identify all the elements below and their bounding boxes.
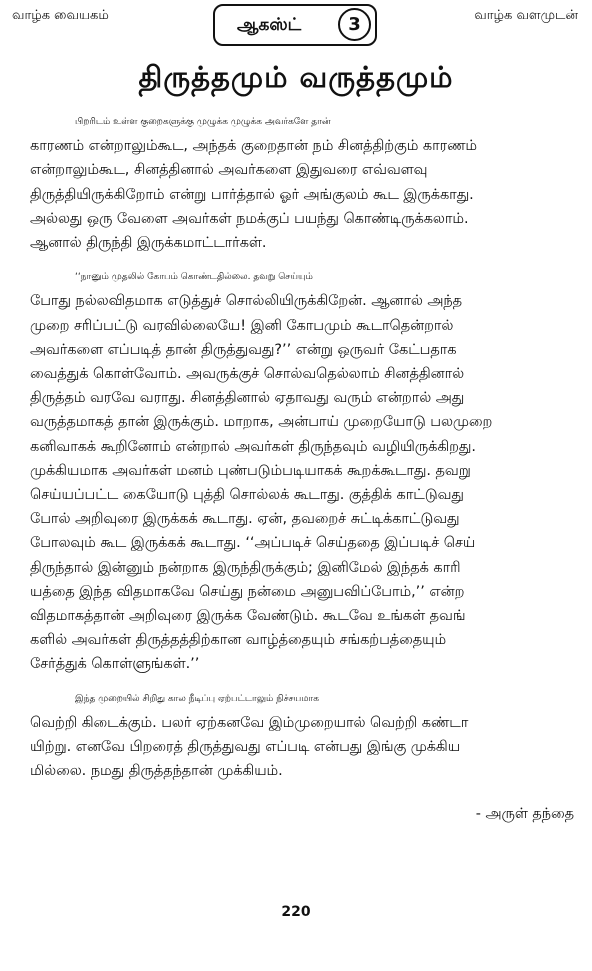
- header-left-text: வாழ்க வையகம்: [12, 8, 109, 23]
- text-line: களில் அவர்கள் திருத்தத்திற்கான வாழ்த்தையும் சங்கற்பத்தையும்: [30, 632, 447, 649]
- text-line: போல் அறிவுரை இருக்கக் கூடாது. ஏன், தவறைச் சுட்டிக்காட்டுவது: [30, 511, 460, 528]
- text-line: யிற்று. எனவே பிறரைத் திருத்துவது எப்படி என்பது இங்கு முக்கிய: [30, 739, 461, 756]
- author-signature: - அருள் தந்தை: [475, 806, 574, 822]
- text-line: கனிவாகக் கூறினோம் என்றால் அவர்கள் திருந்தவும் வழியிருக்கிறது.: [30, 438, 476, 455]
- text-line: என்றாலும்கூட, சினத்தினால் அவர்களை இதுவரை எவ்வளவு: [30, 162, 428, 179]
- text-line: போலவும் கூட இருக்கக் கூடாது. ‘‘அப்படிச் செய்ததை இப்படிச் செய்: [30, 535, 476, 552]
- text-line: இந்த முறையில் சிறிது கால நீடிப்பு ஏற்பட்டாலும் நிச்சயமாக: [75, 693, 319, 704]
- paragraph-2: [30, 265, 575, 676]
- text-line: விதமாகத்தான் அறிவுரை இருக்க வேண்டும். கூடவே உங்கள் தவங்: [30, 608, 466, 625]
- text-line: முறை சரிப்பட்டு வரவில்லையே! இனி கோபமும் கூடாதென்றால்: [30, 317, 454, 334]
- text-line: மில்லை. நமது திருத்தந்தான் முக்கியம்.: [30, 763, 283, 780]
- text-line: செய்யப்பட்ட கையோடு புத்தி சொல்லக் கூடாது. குத்திக் காட்டுவது: [30, 487, 464, 504]
- text-line: வைத்துக் கொள்வோம். அவருக்குச் சொல்வதெல்லாம் சினத்தினால்: [30, 366, 465, 383]
- text-line: காரணம் என்றாலும்கூட, அந்தக் குறைதான் நம் சினத்திற்கும் காரணம்: [30, 138, 477, 155]
- text-line: போது நல்லவிதமாக எடுத்துச் சொல்லியிருக்கிறேன். ஆனால் அந்த: [30, 293, 463, 310]
- text-line: திருத்தம் வரவே வராது. சினத்தினால் ஏதாவது வரும் என்றால் அது: [30, 390, 465, 407]
- text-line: யத்தை இந்த விதமாகவே செய்து நன்மை அனுபவிப்போம்,’’ என்ற: [30, 583, 465, 600]
- day-number: 3: [338, 8, 371, 41]
- date-box: [213, 4, 377, 46]
- text-line: பிறரிடம் உள்ள குறைகளுக்கு முழுக்க முழுக்க அவர்களே தான்: [75, 117, 331, 127]
- text-line: அல்லது ஒரு வேளை அவர்கள் நமக்குப் பயந்து கொண்டிருக்கலாம்.: [30, 210, 469, 227]
- header-right-text: வாழ்க வளமுடன்: [474, 8, 578, 23]
- page-number: 220: [281, 904, 311, 920]
- text-line: அவர்களை எப்படித் தான் திருத்துவது?’’ என்று ஒருவர் கேட்பதாக: [30, 341, 457, 358]
- paragraph-3: [30, 687, 575, 784]
- text-line: திருந்தால் இன்னும் நன்றாக இருந்திருக்கும்; இனிமேல் இந்தக் காரி: [30, 559, 461, 576]
- article-body: [30, 110, 575, 783]
- page-title: திருத்தமும் வருத்தமும்: [138, 60, 454, 94]
- text-line: ‘‘நானும் முதலில் கோபம் கொண்டதில்லை. தவறு செய்யும்: [75, 272, 313, 283]
- text-line: முக்கியமாக அவர்கள் மனம் புண்படும்படியாகக் கூறக்கூடாது. தவறு: [30, 462, 471, 479]
- text-line: ஆனால் திருந்தி இருக்கமாட்டார்கள்.: [30, 235, 267, 252]
- text-line: திருத்தியிருக்கிறோம் என்று பார்த்தால் ஓர் அங்குலம் கூட இருக்காது.: [30, 186, 474, 203]
- paragraph-1: [30, 110, 575, 255]
- month-label: ஆகஸ்ட்: [237, 15, 302, 35]
- text-line: சேர்த்துக் கொள்ளுங்கள்.’’: [30, 656, 200, 673]
- text-line: வருத்தமாகத் தான் இருக்கும். மாறாக, அன்பாய் முறையோடு பலமுறை: [30, 414, 493, 431]
- text-line: வெற்றி கிடைக்கும். பலர் ஏற்கனவே இம்முறையால் வெற்றி கண்டா: [30, 714, 469, 731]
